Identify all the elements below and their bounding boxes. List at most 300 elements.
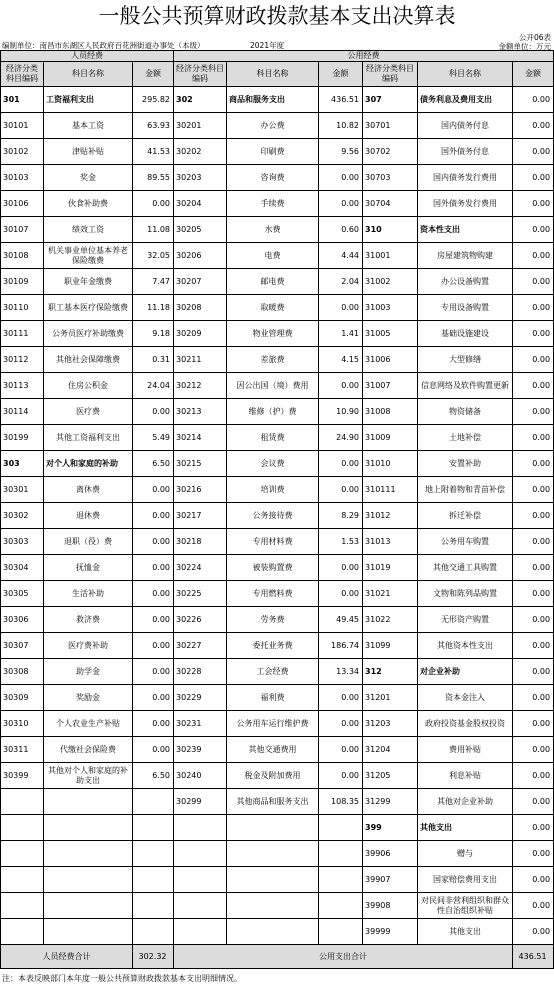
cell-name: 伙食补助费 (44, 191, 133, 217)
cell-code (174, 919, 227, 945)
cell-amount: 0.00 (133, 607, 174, 633)
cell-code: 30701 (363, 113, 418, 139)
cell-name: 因公出国（境）费用 (227, 373, 319, 399)
cell-amount: 2.04 (319, 269, 363, 295)
cell-amount (133, 789, 174, 815)
cell-name: 其他支出 (418, 815, 513, 841)
cell-code: 30226 (174, 607, 227, 633)
cell-amount: 295.82 (133, 87, 174, 113)
table-row (1, 685, 554, 711)
cell-name: 物业管理费 (227, 321, 319, 347)
org-name: 编制单位：南昌市东湖区人民政府百花洲街道办事处（本级） (2, 41, 205, 50)
cell-amount: 11.18 (133, 295, 174, 321)
cell-code: 31201 (363, 685, 418, 711)
cell-name (44, 893, 133, 919)
cell-name: 大型修缮 (418, 347, 513, 373)
cell-name: 住房公积金 (44, 373, 133, 399)
cell-name: 退职（役）费 (44, 529, 133, 555)
cell-name (44, 841, 133, 867)
cell-code: 30704 (363, 191, 418, 217)
cell-code: 30214 (174, 425, 227, 451)
cell-code: 30109 (1, 269, 44, 295)
cell-name: 医疗费 (44, 399, 133, 425)
cell-code: 30204 (174, 191, 227, 217)
cell-code: 30199 (1, 425, 44, 451)
cell-amount: 9.56 (319, 139, 363, 165)
personnel-header: 人员经费 (1, 51, 174, 62)
table-row (1, 659, 554, 685)
cell-name: 土地补偿 (418, 425, 513, 451)
cell-name: 退休费 (44, 503, 133, 529)
cell-name: 离休费 (44, 477, 133, 503)
cell-code: 30113 (1, 373, 44, 399)
table-row (1, 113, 554, 139)
cell-code (174, 893, 227, 919)
table-row (1, 243, 554, 269)
cell-name (227, 867, 319, 893)
cell-amount (133, 893, 174, 919)
cell-amount: 0.00 (513, 659, 554, 685)
table-row (1, 217, 554, 243)
table-row (1, 789, 554, 815)
cell-name (44, 919, 133, 945)
cell-name: 电费 (227, 243, 319, 269)
cell-name: 国内债务发行费用 (418, 165, 513, 191)
cell-code: 30217 (174, 503, 227, 529)
cell-code: 307 (363, 87, 418, 113)
form-code: 公开06表 (518, 33, 551, 42)
cell-code: 31019 (363, 555, 418, 581)
cell-name: 助学金 (44, 659, 133, 685)
cell-name: 职工基本医疗保险缴费 (44, 295, 133, 321)
cell-code: 30227 (174, 633, 227, 659)
cell-code: 30240 (174, 763, 227, 789)
cell-name: 其他工资福利支出 (44, 425, 133, 451)
col-name: 科目名称 (418, 62, 513, 87)
cell-name: 对企业补助 (418, 659, 513, 685)
cell-name: 税金及附加费用 (227, 763, 319, 789)
cell-amount: 0.00 (513, 399, 554, 425)
cell-amount: 10.82 (319, 113, 363, 139)
cell-amount: 0.00 (513, 295, 554, 321)
cell-amount: 11.08 (133, 217, 174, 243)
footnote: 注：本表反映部门本年度一般公共预算财政拨款基本支出明细情况。 (2, 974, 242, 983)
cell-code: 31007 (363, 373, 418, 399)
cell-name: 办公费 (227, 113, 319, 139)
cell-name: 基本工资 (44, 113, 133, 139)
cell-code: 30303 (1, 529, 44, 555)
cell-name: 利息补贴 (418, 763, 513, 789)
cell-name: 国外债务付息 (418, 139, 513, 165)
cell-amount: 5.49 (133, 425, 174, 451)
cell-amount: 0.00 (513, 347, 554, 373)
report-year: 2021年度 (250, 41, 285, 50)
cell-amount: 0.00 (133, 581, 174, 607)
cell-name: 救济费 (44, 607, 133, 633)
cell-code: 30107 (1, 217, 44, 243)
cell-code: 31022 (363, 607, 418, 633)
cell-name: 职业年金缴费 (44, 269, 133, 295)
cell-amount: 0.00 (319, 581, 363, 607)
amount-unit: 金额单位：万元 (498, 42, 551, 51)
cell-name: 其他社会保障缴费 (44, 347, 133, 373)
cell-name: 租赁费 (227, 425, 319, 451)
table-row (1, 321, 554, 347)
cell-amount: 4.44 (319, 243, 363, 269)
cell-amount (133, 867, 174, 893)
col-code: 经济分类科目编码 (174, 62, 227, 87)
cell-code: 31010 (363, 451, 418, 477)
cell-code: 310 (363, 217, 418, 243)
cell-amount: 0.00 (513, 269, 554, 295)
cell-code (1, 841, 44, 867)
cell-code: 30207 (174, 269, 227, 295)
table-row (1, 139, 554, 165)
cell-name: 专用材料费 (227, 529, 319, 555)
cell-code: 39906 (363, 841, 418, 867)
cell-amount: 108.35 (319, 789, 363, 815)
cell-code (174, 815, 227, 841)
cell-code (1, 867, 44, 893)
cell-code: 30305 (1, 581, 44, 607)
cell-code: 30213 (174, 399, 227, 425)
cell-amount (133, 815, 174, 841)
cell-code: 30114 (1, 399, 44, 425)
cell-amount: 0.00 (513, 607, 554, 633)
cell-amount (319, 867, 363, 893)
cell-code (1, 789, 44, 815)
cell-code: 31006 (363, 347, 418, 373)
cell-code: 30206 (174, 243, 227, 269)
table-row (1, 737, 554, 763)
cell-name: 代缴社会保险费 (44, 737, 133, 763)
cell-code: 31001 (363, 243, 418, 269)
cell-amount: 0.00 (513, 711, 554, 737)
cell-code: 30112 (1, 347, 44, 373)
cell-amount: 0.00 (319, 711, 363, 737)
cell-name: 国外债务发行费用 (418, 191, 513, 217)
cell-amount: 0.00 (319, 477, 363, 503)
cell-amount: 0.00 (513, 867, 554, 893)
cell-name: 安置补助 (418, 451, 513, 477)
cell-code: 30201 (174, 113, 227, 139)
cell-amount: 0.00 (513, 815, 554, 841)
public-total-label: 公用支出合计 (174, 945, 513, 969)
cell-code: 30302 (1, 503, 44, 529)
cell-code (1, 919, 44, 945)
cell-amount: 0.00 (133, 555, 174, 581)
cell-code: 301 (1, 87, 44, 113)
cell-amount: 0.00 (319, 191, 363, 217)
cell-name: 拆迁补偿 (418, 503, 513, 529)
table-row (1, 607, 554, 633)
cell-amount: 0.00 (513, 139, 554, 165)
cell-name: 对个人和家庭的补助 (44, 451, 133, 477)
cell-amount: 0.00 (513, 87, 554, 113)
cell-name: 劳务费 (227, 607, 319, 633)
table-row (1, 555, 554, 581)
cell-name: 抚恤金 (44, 555, 133, 581)
cell-amount: 0.00 (319, 685, 363, 711)
cell-name: 福利费 (227, 685, 319, 711)
cell-name: 公务用车运行维护费 (227, 711, 319, 737)
cell-name: 无形资产购置 (418, 607, 513, 633)
table-row (1, 711, 554, 737)
cell-code: 30202 (174, 139, 227, 165)
cell-code: 31299 (363, 789, 418, 815)
cell-amount: 49.45 (319, 607, 363, 633)
cell-code (174, 867, 227, 893)
cell-code: 31099 (363, 633, 418, 659)
cell-amount: 63.93 (133, 113, 174, 139)
cell-name: 基础设施建设 (418, 321, 513, 347)
table-row (1, 919, 554, 945)
cell-amount: 6.50 (133, 451, 174, 477)
cell-name: 债务利息及费用支出 (418, 87, 513, 113)
cell-code: 30103 (1, 165, 44, 191)
page-title: 一般公共预算财政拨款基本支出决算表 (98, 4, 456, 28)
table-row (1, 87, 554, 113)
report-meta (0, 32, 554, 50)
cell-name: 地上附着物和青苗补偿 (418, 477, 513, 503)
cell-name: 资本金注入 (418, 685, 513, 711)
cell-code: 31204 (363, 737, 418, 763)
cell-amount: 0.60 (319, 217, 363, 243)
cell-amount: 0.00 (513, 633, 554, 659)
cell-code: 30215 (174, 451, 227, 477)
table-row (1, 399, 554, 425)
cell-code: 30702 (363, 139, 418, 165)
cell-code: 31012 (363, 503, 418, 529)
cell-code: 30216 (174, 477, 227, 503)
table-row (1, 581, 554, 607)
cell-name (44, 815, 133, 841)
cell-amount: 0.00 (513, 503, 554, 529)
cell-name: 其他对企业补助 (418, 789, 513, 815)
cell-amount: 0.00 (513, 477, 554, 503)
cell-code: 30307 (1, 633, 44, 659)
cell-code: 30228 (174, 659, 227, 685)
cell-name: 绩效工资 (44, 217, 133, 243)
cell-name: 印刷费 (227, 139, 319, 165)
cell-amount: 24.90 (319, 425, 363, 451)
cell-amount: 9.18 (133, 321, 174, 347)
cell-amount (319, 841, 363, 867)
cell-name: 取暖费 (227, 295, 319, 321)
table-row (1, 425, 554, 451)
cell-name (44, 789, 133, 815)
cell-name: 维修（护）费 (227, 399, 319, 425)
cell-amount: 0.00 (513, 373, 554, 399)
table-row (1, 477, 554, 503)
cell-amount: 1.41 (319, 321, 363, 347)
cell-amount: 8.29 (319, 503, 363, 529)
cell-amount: 0.00 (133, 529, 174, 555)
cell-code: 30399 (1, 763, 44, 789)
expenditure-table (0, 50, 554, 969)
cell-code (1, 893, 44, 919)
cell-name: 工会经费 (227, 659, 319, 685)
cell-code: 302 (174, 87, 227, 113)
cell-amount: 186.74 (319, 633, 363, 659)
cell-code: 30309 (1, 685, 44, 711)
cell-amount: 0.00 (513, 737, 554, 763)
cell-code (1, 815, 44, 841)
col-amount: 金额 (513, 62, 554, 87)
cell-code: 31013 (363, 529, 418, 555)
cell-amount: 0.00 (133, 477, 174, 503)
cell-code: 39999 (363, 919, 418, 945)
cell-code: 312 (363, 659, 418, 685)
cell-amount: 0.00 (319, 555, 363, 581)
cell-name: 信息网络及软件购置更新 (418, 373, 513, 399)
cell-amount: 0.00 (513, 789, 554, 815)
cell-amount (133, 841, 174, 867)
cell-amount: 0.00 (513, 165, 554, 191)
cell-amount (133, 919, 174, 945)
cell-name: 津贴补贴 (44, 139, 133, 165)
cell-code: 31002 (363, 269, 418, 295)
cell-amount: 0.00 (319, 451, 363, 477)
cell-amount: 436.51 (319, 87, 363, 113)
cell-name: 工资福利支出 (44, 87, 133, 113)
cell-code: 30299 (174, 789, 227, 815)
cell-amount: 0.00 (319, 165, 363, 191)
cell-name: 医疗费补助 (44, 633, 133, 659)
cell-name: 邮电费 (227, 269, 319, 295)
col-code: 经济分类科目编码 (363, 62, 418, 87)
cell-name: 公务用车购置 (418, 529, 513, 555)
cell-amount: 0.00 (513, 191, 554, 217)
table-row (1, 633, 554, 659)
cell-amount: 0.00 (513, 919, 554, 945)
cell-name: 生活补助 (44, 581, 133, 607)
col-name: 科目名称 (44, 62, 133, 87)
cell-amount: 6.50 (133, 763, 174, 789)
cell-code: 39908 (363, 893, 418, 919)
cell-name: 赠与 (418, 841, 513, 867)
cell-amount: 13.34 (319, 659, 363, 685)
cell-code: 399 (363, 815, 418, 841)
table-row (1, 893, 554, 919)
cell-name: 办公设备购置 (418, 269, 513, 295)
cell-amount: 41.53 (133, 139, 174, 165)
cell-name (227, 919, 319, 945)
cell-code: 30209 (174, 321, 227, 347)
table-row (1, 373, 554, 399)
cell-amount: 0.00 (319, 737, 363, 763)
cell-code: 30306 (1, 607, 44, 633)
cell-name: 公务员医疗补助缴费 (44, 321, 133, 347)
table-row (1, 295, 554, 321)
cell-code: 30101 (1, 113, 44, 139)
cell-name: 其他支出 (418, 919, 513, 945)
cell-name: 手续费 (227, 191, 319, 217)
public-header: 公用经费 (174, 51, 554, 62)
cell-amount: 0.00 (133, 399, 174, 425)
cell-name: 物资储备 (418, 399, 513, 425)
cell-name: 其他资本性支出 (418, 633, 513, 659)
cell-code: 310111 (363, 477, 418, 503)
cell-code: 30310 (1, 711, 44, 737)
cell-amount: 0.00 (513, 217, 554, 243)
cell-code: 30308 (1, 659, 44, 685)
cell-amount (319, 919, 363, 945)
cell-name: 费用补贴 (418, 737, 513, 763)
cell-name: 咨询费 (227, 165, 319, 191)
cell-code: 30110 (1, 295, 44, 321)
cell-name: 专用燃料费 (227, 581, 319, 607)
cell-name: 其他商品和服务支出 (227, 789, 319, 815)
col-amount: 金额 (319, 62, 363, 87)
cell-name: 委托业务费 (227, 633, 319, 659)
cell-amount: 24.04 (133, 373, 174, 399)
cell-amount: 0.00 (513, 555, 554, 581)
table-row (1, 763, 554, 789)
cell-amount: 0.00 (133, 191, 174, 217)
cell-name: 机关事业单位基本养老保险缴费 (44, 243, 133, 269)
table-row (1, 347, 554, 373)
col-name: 科目名称 (227, 62, 319, 87)
table-row (1, 269, 554, 295)
cell-code: 30205 (174, 217, 227, 243)
cell-name: 奖励金 (44, 685, 133, 711)
cell-code: 30212 (174, 373, 227, 399)
cell-name: 政府投资基金股权投资 (418, 711, 513, 737)
cell-code: 30102 (1, 139, 44, 165)
cell-name: 培训费 (227, 477, 319, 503)
cell-amount: 0.00 (133, 711, 174, 737)
cell-name (227, 841, 319, 867)
personnel-total-value: 302.32 (133, 945, 174, 969)
cell-code: 31205 (363, 763, 418, 789)
cell-amount: 0.00 (513, 529, 554, 555)
cell-amount: 89.55 (133, 165, 174, 191)
cell-amount: 0.00 (513, 113, 554, 139)
cell-code: 30108 (1, 243, 44, 269)
cell-amount: 1.53 (319, 529, 363, 555)
cell-amount: 0.00 (133, 737, 174, 763)
table-row (1, 815, 554, 841)
cell-name: 文物和陈列品购置 (418, 581, 513, 607)
cell-code: 30239 (174, 737, 227, 763)
cell-name: 被装购置费 (227, 555, 319, 581)
table-row (1, 451, 554, 477)
table-row (1, 503, 554, 529)
cell-name: 房屋建筑物购建 (418, 243, 513, 269)
cell-code: 30211 (174, 347, 227, 373)
cell-code: 30111 (1, 321, 44, 347)
cell-name: 会议费 (227, 451, 319, 477)
cell-amount: 0.00 (133, 685, 174, 711)
cell-amount: 7.47 (133, 269, 174, 295)
cell-code: 30229 (174, 685, 227, 711)
cell-name (44, 867, 133, 893)
cell-amount: 32.05 (133, 243, 174, 269)
cell-name: 个人农业生产补贴 (44, 711, 133, 737)
cell-code (174, 841, 227, 867)
cell-amount (319, 815, 363, 841)
cell-amount: 0.00 (133, 659, 174, 685)
cell-code: 30311 (1, 737, 44, 763)
col-amount: 金额 (133, 62, 174, 87)
cell-code: 30301 (1, 477, 44, 503)
cell-name: 对民间非营利组织和群众性自治组织补贴 (418, 893, 513, 919)
cell-code: 30208 (174, 295, 227, 321)
cell-amount: 10.90 (319, 399, 363, 425)
cell-amount: 0.00 (513, 321, 554, 347)
cell-code: 30703 (363, 165, 418, 191)
